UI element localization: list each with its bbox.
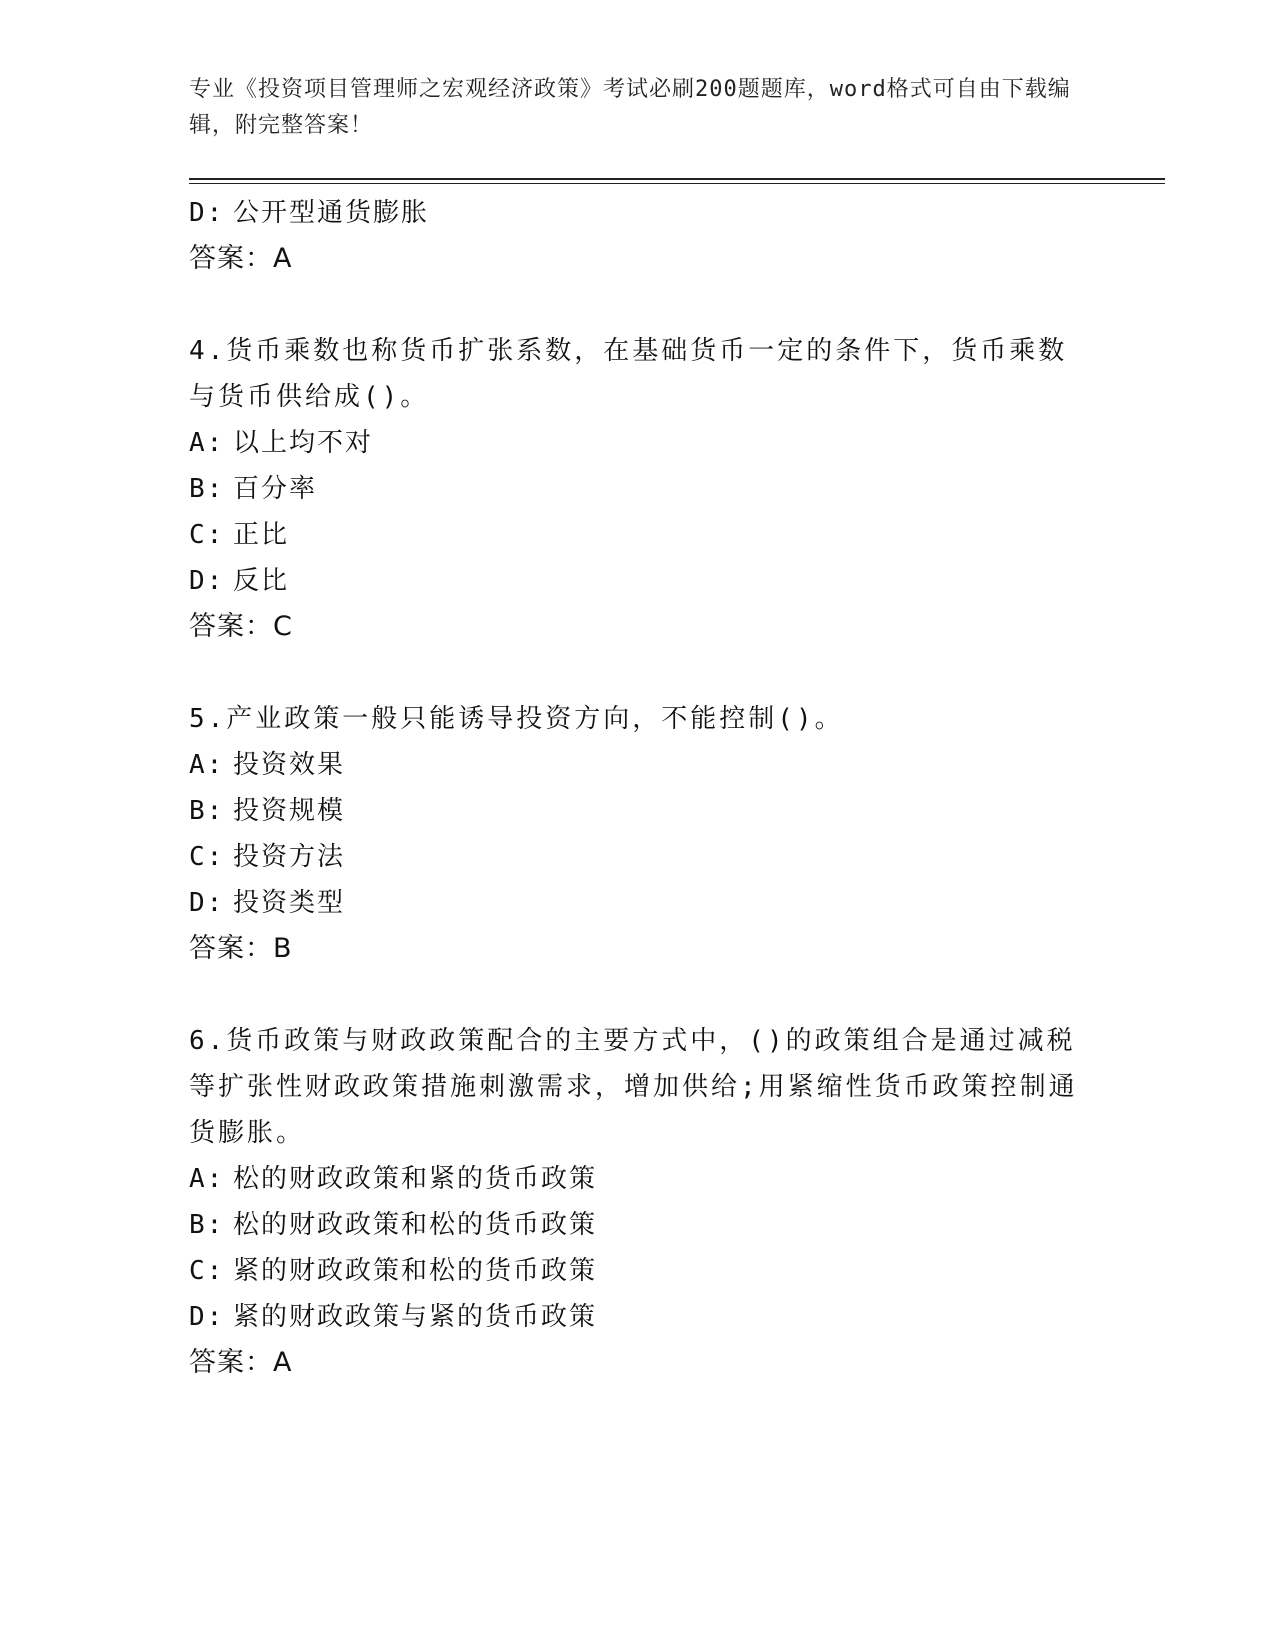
- option-text: 紧的财政政策与紧的货币政策: [233, 1302, 598, 1332]
- option-c: [189, 512, 1089, 558]
- question-block-4: [189, 328, 1089, 650]
- question-text: 6.货币政策与财政政策配合的主要方式中，()的政策组合是通过减税等扩张性财政政策措施刺激需求，增加供给;用紧缩性货币政策控制通货膨胀。: [189, 1026, 1078, 1148]
- option-text: 正比: [233, 520, 290, 550]
- question-text: 5.产业政策一般只能诱导投资方向，不能控制()。: [189, 704, 844, 734]
- option-key: B:: [189, 796, 225, 826]
- answer-line: 答案：A: [189, 1347, 293, 1378]
- option-text: 紧的财政政策和松的货币政策: [233, 1256, 598, 1286]
- question-block-5: [189, 696, 1089, 972]
- option-a: [189, 742, 1089, 788]
- option-key: B:: [189, 1210, 225, 1240]
- option-key: D:: [189, 566, 225, 596]
- option-text: 公开型通货膨胀: [233, 198, 430, 228]
- answer-line: 答案：B: [189, 933, 293, 964]
- option-text: 松的财政政策和松的货币政策: [233, 1210, 598, 1240]
- option-key: C:: [189, 520, 225, 550]
- question-block-3: [189, 190, 1089, 282]
- option-key: D:: [189, 888, 225, 918]
- option-text: 松的财政政策和紧的货币政策: [233, 1164, 598, 1194]
- option-text: 反比: [233, 566, 290, 596]
- option-key: D:: [189, 198, 225, 228]
- option-c: [189, 834, 1089, 880]
- option-text: 投资效果: [233, 750, 346, 780]
- option-key: A:: [189, 1164, 225, 1194]
- option-key: C:: [189, 1256, 225, 1286]
- option-key: D:: [189, 1302, 225, 1332]
- question-list: [189, 190, 1089, 1386]
- option-d: [189, 880, 1089, 926]
- option-d: [189, 1294, 1089, 1340]
- answer-line: 答案：A: [189, 243, 293, 274]
- header-rule-thick: [189, 178, 1165, 180]
- option-text: 投资方法: [233, 842, 346, 872]
- document-header: 专业《投资项目管理师之宏观经济政策》考试必刷200题题库，word格式可自由下载编辑，附完整答案！: [189, 77, 1071, 138]
- question-text: 4.货币乘数也称货币扩张系数，在基础货币一定的条件下，货币乘数与货币供给成()。: [189, 336, 1068, 412]
- option-key: B:: [189, 474, 225, 504]
- answer-line: 答案：C: [189, 611, 293, 642]
- option-c: [189, 1248, 1089, 1294]
- option-a: [189, 1156, 1089, 1202]
- option-b: [189, 1202, 1089, 1248]
- question-block-6: [189, 1018, 1089, 1386]
- option-key: A:: [189, 428, 225, 458]
- option-a: [189, 420, 1089, 466]
- option-text: 投资规模: [233, 796, 346, 826]
- option-key: A:: [189, 750, 225, 780]
- option-key: C:: [189, 842, 225, 872]
- header-rule-thin: [189, 183, 1165, 184]
- option-b: [189, 788, 1089, 834]
- option-text: 投资类型: [233, 888, 346, 918]
- option-d: [189, 190, 1089, 236]
- option-b: [189, 466, 1089, 512]
- option-text: 百分率: [233, 474, 318, 504]
- option-text: 以上均不对: [233, 428, 374, 458]
- option-d: [189, 558, 1089, 604]
